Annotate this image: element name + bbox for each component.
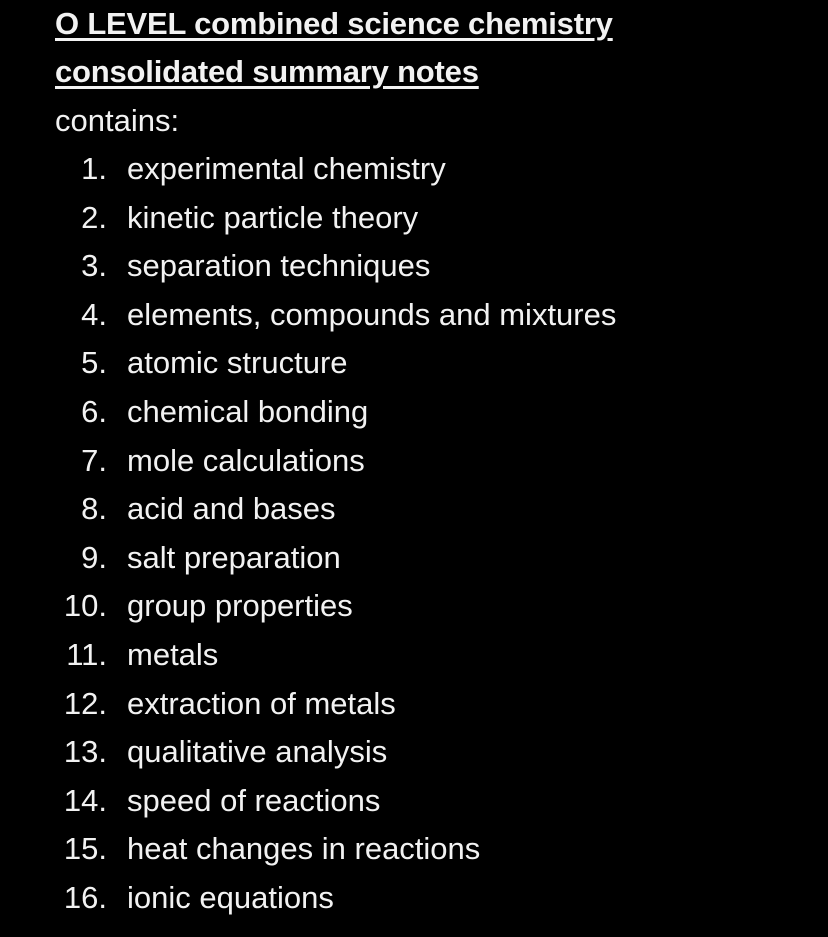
topic-number: 14.	[63, 782, 107, 818]
topic-list-item	[55, 631, 815, 680]
topic-number: 8.	[81, 491, 107, 527]
topic-list-item	[55, 242, 815, 291]
topic-number: 3.	[81, 248, 107, 284]
topic-number: 7.	[81, 442, 107, 478]
topic-label: elements, compounds and mixtures	[127, 296, 617, 332]
topic-number: 13.	[63, 734, 107, 770]
topic-label: heat changes in reactions	[127, 831, 481, 867]
topic-number: 4.	[81, 296, 107, 332]
topic-label: salt preparation	[127, 539, 341, 575]
topic-list-item	[55, 582, 815, 631]
topic-label: chemical bonding	[127, 393, 369, 429]
topic-list-item	[55, 145, 815, 194]
topic-list-item	[55, 339, 815, 388]
topic-number: 10.	[63, 588, 107, 624]
topic-list-item	[55, 291, 815, 340]
topic-list-item	[55, 485, 815, 534]
topic-number: 11.	[66, 636, 107, 672]
topic-number: 2.	[81, 199, 107, 235]
topic-label: group properties	[127, 588, 353, 624]
title-line-2: consolidated summary notes	[55, 54, 479, 89]
topic-label: speed of reactions	[127, 782, 381, 818]
topic-list-item	[55, 534, 815, 583]
topic-label: kinetic particle theory	[127, 199, 419, 235]
topic-label: ionic equations	[127, 879, 334, 915]
topic-number: 16.	[63, 879, 107, 915]
topics-list	[55, 145, 815, 923]
topic-label: metals	[127, 636, 219, 672]
topic-label: atomic structure	[127, 345, 348, 381]
topic-list-item	[55, 388, 815, 437]
contains-label: contains:	[55, 103, 180, 138]
topic-label: extraction of metals	[127, 685, 396, 721]
topic-number: 15.	[63, 831, 107, 867]
topic-list-item	[55, 777, 815, 826]
topic-label: separation techniques	[127, 248, 431, 284]
topic-number: 9.	[81, 539, 107, 575]
topic-list-item	[55, 728, 815, 777]
topic-list-item	[55, 437, 815, 486]
notes-document	[55, 0, 815, 923]
topic-list-item	[55, 194, 815, 243]
topic-label: acid and bases	[127, 491, 336, 527]
topic-list-item	[55, 825, 815, 874]
topic-label: experimental chemistry	[127, 151, 446, 186]
topic-list-item	[55, 874, 815, 923]
topic-number: 5.	[81, 345, 107, 381]
topic-label: mole calculations	[127, 442, 365, 478]
topic-label: qualitative analysis	[127, 734, 388, 770]
topic-number: 6.	[81, 393, 107, 429]
topic-number: 1.	[81, 151, 107, 186]
title-line-1: O LEVEL combined science chemistry	[55, 6, 613, 41]
topic-number: 12.	[63, 685, 107, 721]
topic-list-item	[55, 680, 815, 729]
